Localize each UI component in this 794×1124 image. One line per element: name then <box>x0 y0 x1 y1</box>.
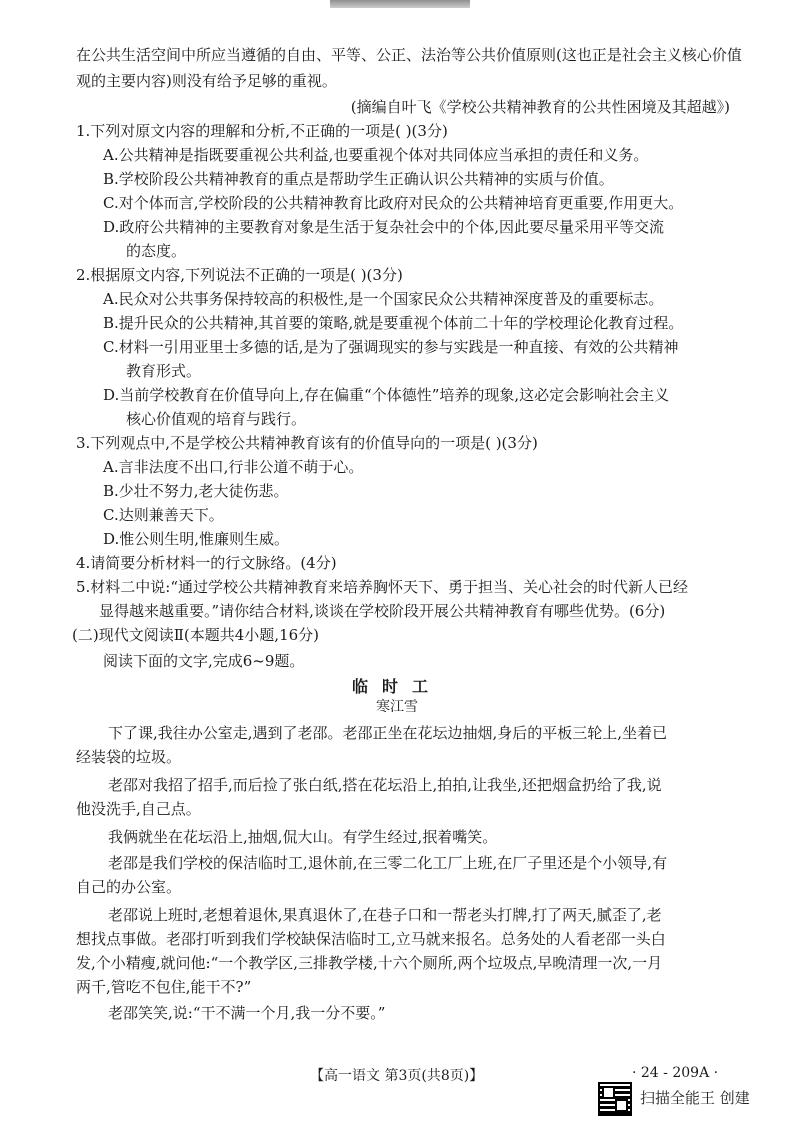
question-2-option-b: B.提升民众的公共精神,其首要的策略,就是要重视个体前二十年的学校理论化教育过程。 <box>103 314 684 332</box>
story-line: 两千,管吃不包住,能干不?” <box>76 978 252 996</box>
question-5-line: 5.材料二中说:“通过学校公共精神教育来培养胸怀天下、勇于担当、关心社会的时代新人已经 <box>76 578 689 596</box>
question-5-line: 显得越来越重要。”请你结合材料,谈谈在学校阶段开展公共精神教育有哪些优势。(6分) <box>99 602 666 620</box>
question-1-option-b: B.学校阶段公共精神教育的重点是帮助学生正确认识公共精神的实质与价值。 <box>103 170 614 188</box>
story-line: 我俩就坐在花坛沿上,抽烟,侃大山。有学生经过,抿着嘴笑。 <box>108 828 498 846</box>
question-4: 4.请简要分析材料一的行文脉络。(4分) <box>76 554 337 572</box>
question-3-option-d: D.惟公则生明,惟廉则生威。 <box>103 530 290 548</box>
scan-edge-mark <box>330 0 470 8</box>
question-3-option-c: C.达则兼善天下。 <box>103 506 224 524</box>
section-heading: (二)现代文阅读Ⅱ(本题共4小题,16分) <box>72 626 320 644</box>
question-1-stem: 1.下列对原文内容的理解和分析,不正确的一项是( )(3分) <box>76 122 448 140</box>
question-2-option-c: C.材料一引用亚里士多德的话,是为了强调现实的参与实践是一种直接、有效的公共精神 <box>103 338 679 356</box>
passage-line: 观的主要内容)则没有给予足够的重视。 <box>76 72 337 90</box>
exam-code: · 24 - 209A · <box>632 1065 719 1081</box>
qr-code-icon <box>598 1082 632 1116</box>
story-line: 他没洗手,自己点。 <box>76 800 201 818</box>
question-2-option-c-cont: 教育形式。 <box>126 362 202 380</box>
question-1-option-d: D.政府公共精神的主要教育对象是生活于复杂社会中的个体,因此要尽量采用平等交流 <box>103 218 665 236</box>
source-note: (摘编自叶飞《学校公共精神教育的公共性困境及其超越》) <box>350 98 730 116</box>
story-line: 老邵说上班时,老想着退休,果真退休了,在巷子口和一帮老头打牌,打了两天,腻歪了,老 <box>108 906 662 924</box>
passage-line: 在公共生活空间中所应当遵循的自由、平等、公正、法治等公共价值原则(这也正是社会主义核心价值 <box>76 46 742 64</box>
question-2-option-a: A.民众对公共事务保持较高的积极性,是一个国家民众公共精神深度普及的重要标志。 <box>103 290 664 308</box>
story-line: 下了课,我往办公室走,遇到了老邵。老邵正坐在花坛边抽烟,身后的平板三轮上,坐着已 <box>108 724 668 742</box>
story-line: 想找点事做。老邵打听到我们学校缺保洁临时工,立马就来报名。总务处的人看老邵一头白 <box>76 930 666 948</box>
question-3-option-b: B.少壮不努力,老大徒伤悲。 <box>103 482 289 500</box>
question-3-option-a: A.言非法度不出口,行非公道不萌于心。 <box>103 458 364 476</box>
story-line: 老邵笑笑,说:“干不满一个月,我一分不要。” <box>108 1004 386 1022</box>
question-2-option-d-cont: 核心价值观的培育与践行。 <box>126 410 307 428</box>
question-2-option-d: D.当前学校教育在价值导向上,存在偏重“个体德性”培养的现象,这必定会影响社会主义 <box>103 386 670 404</box>
question-1-option-c: C.对个体而言,学校阶段的公共精神教育比政府对民众的公共精神培育更重要,作用更大。 <box>103 194 684 212</box>
story-author: 寒江雪 <box>376 699 418 715</box>
page-footer: 【高一语文 第3页(共8页)】 <box>310 1068 484 1084</box>
question-2-stem: 2.根据原文内容,下列说法不正确的一项是( )(3分) <box>76 266 403 284</box>
question-1-option-a: A.公共精神是指既要重视公共利益,也要重视个体对共同体应当承担的责任和义务。 <box>103 146 649 164</box>
story-line: 经装袋的垃圾。 <box>76 748 182 766</box>
story-line: 自己的办公室。 <box>76 878 182 896</box>
section-instruction: 阅读下面的文字,完成6~9题。 <box>103 652 305 670</box>
story-title: 临时工 <box>351 677 442 696</box>
question-1-option-d-cont: 的态度。 <box>126 242 187 260</box>
scanner-watermark: 扫描全能王 创建 <box>640 1089 750 1107</box>
story-line: 老邵对我招了招手,而后捡了张白纸,搭在花坛沿上,拍拍,让我坐,还把烟盒扔给了我,说 <box>108 776 662 794</box>
question-3-stem: 3.下列观点中,不是学校公共精神教育该有的价值导向的一项是( )(3分) <box>76 434 538 452</box>
story-line: 发,个小精瘦,就问他:“一个教学区,三排教学楼,十六个厕所,两个垃圾点,早晚清理一次,一月 <box>76 954 663 972</box>
story-line: 老邵是我们学校的保洁临时工,退休前,在三零二化工厂上班,在厂子里还是个小领导,有 <box>108 854 668 872</box>
